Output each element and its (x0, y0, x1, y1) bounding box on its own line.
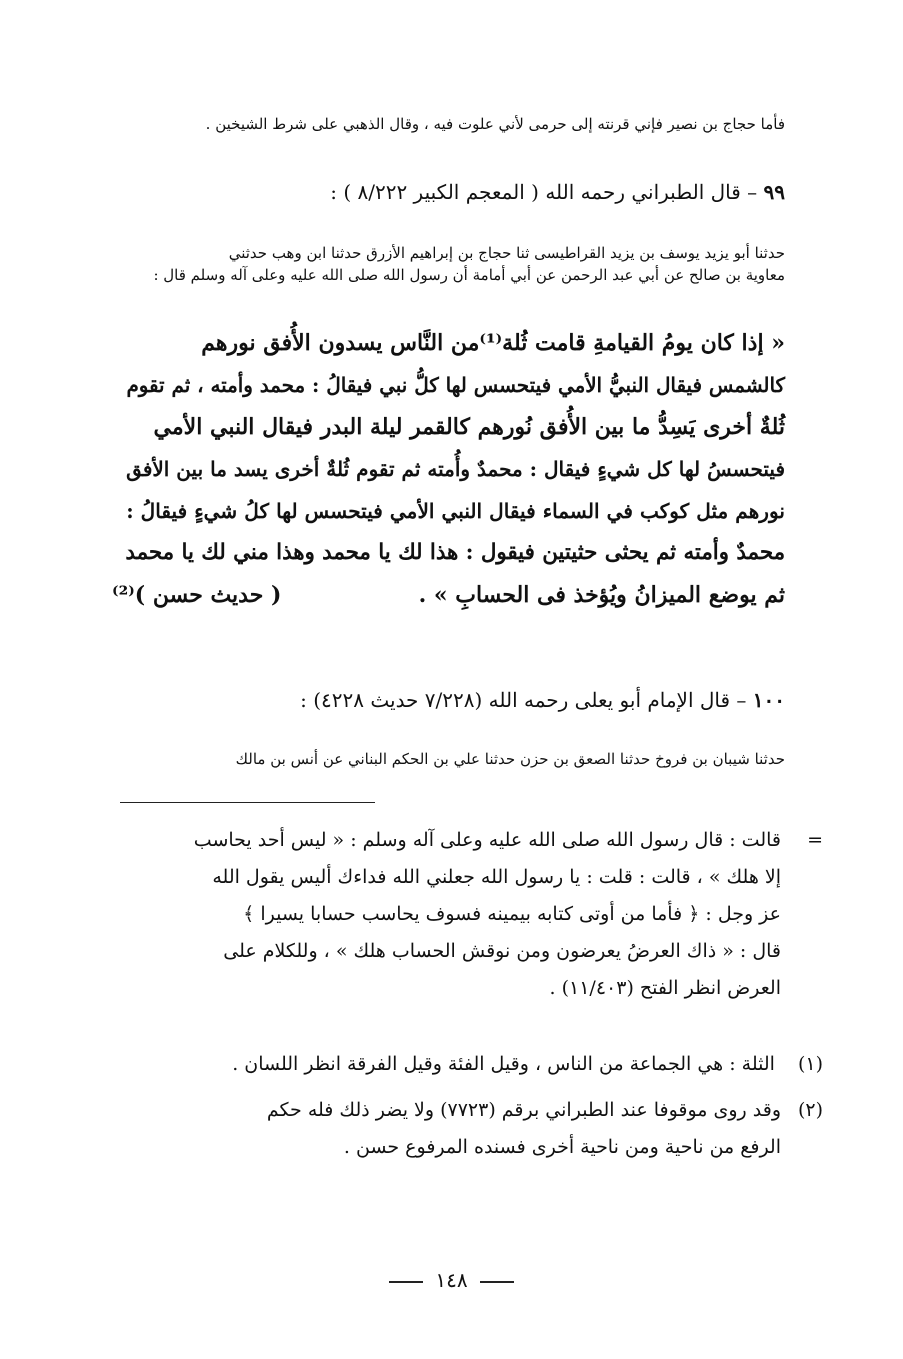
footnote-line: الرفع من ناحية ومن ناحية أخرى فسنده المرفوع حسن . (343, 1136, 781, 1158)
hadith-line: ثُلةٌ أخرى يَسِدُّ ما بين الأُفق نُورهم كالقمر ليلة البدر فيقال النبي الأمي (153, 414, 785, 440)
section-99-hadith (112, 322, 785, 616)
isnad-line: حدثنا أبو يزيد يوسف بن يزيد القراطيسى ثنا حجاج بن إبراهيم الأزرق حدثنا ابن وهب حدثني (228, 244, 785, 262)
footnote-1 (112, 1046, 823, 1083)
footnote-1-marker: (١) (797, 1053, 823, 1075)
footnote-continuation (112, 822, 823, 1007)
top-line: فأما حجاج بن نصير فإني قرنته إلى حرمى لأني علوت فيه ، وقال الذهبي على شرط الشيخين . (205, 115, 785, 133)
hadith-line: « إذا كان يومُ القيامةِ قامت ثُلة⁽¹⁾من النَّاس يسدون الأُفق نورهم (201, 330, 785, 356)
page-number (0, 1268, 903, 1292)
footnote-line: العرض انظر الفتح (١١/٤٠٣) . (549, 977, 781, 999)
hadith-last-line (112, 574, 785, 616)
footnote-1-text: الثلة : هي الجماعة من الناس ، وقيل الفئة وقيل الفرقة انظر اللسان . (232, 1053, 775, 1075)
page-number-dash (389, 1281, 423, 1283)
section-99-number: ٩٩ (763, 180, 785, 204)
footnote-line: قال : « ذاك العرضُ يعرضون ومن نوقش الحساب هلك » ، وللكلام على (223, 940, 781, 962)
section-100-heading (112, 688, 785, 712)
footnote-line: قالت : قال رسول الله صلى الله عليه وعلى آله وسلم : « ليس أحد يحاسب (193, 829, 781, 851)
footnote-2-marker: (٢) (797, 1099, 823, 1121)
hadith-last-text: ثم يوضع الميزانُ ويُؤخذ فى الحسابِ » . (418, 582, 785, 608)
footnote-line: إلا هلك » ، قالت : قلت : يا رسول الله جعلني الله فداءك أليس يقول الله (212, 866, 781, 888)
hadith-grade: ( حديث حسن )⁽²⁾ (112, 582, 282, 608)
hadith-line: فيتحسسُ لها كل شيءٍ فيقال : محمدٌ وأُمته ثم تقوم ثُلةٌ أخرى يسد ما بين الأفق (126, 457, 785, 481)
isnad-line: معاوية بن صالح عن أبي عبد الرحمن عن أبي أمامة أن رسول الله صلى الله عليه وعلى آله وسلم قال : (153, 266, 785, 284)
footnote-separator (120, 802, 375, 803)
page-number-dash (480, 1281, 514, 1283)
continuation-marker: = (807, 829, 823, 851)
section-100-isnad: حدثنا شيبان بن فروخ حدثنا الصعق بن حزن حدثنا علي بن الحكم البناني عن أنس بن مالك (235, 750, 785, 768)
hadith-line: محمدٌ وأمته ثم يحثى حثيتين فيقول : هذا لك يا محمد وهذا مني لك يا محمد (125, 540, 785, 565)
footnote-line: وقد روى موقوفا عند الطبراني برقم (٧٧٢٣) ولا يضر ذلك فله حكم (266, 1099, 781, 1121)
section-99-heading (112, 180, 785, 204)
hadith-line: كالشمس فيقال النبيُّ الأمي فيتحسس لها كلُّ نبي فيقالُ : محمد وأمته ، ثم تقوم (126, 373, 785, 397)
section-100-number: ١٠٠ (752, 688, 785, 712)
section-99-heading-text: – قال الطبراني رحمه الله ( المعجم الكبير ٨/٢٢٢ ) : (330, 180, 758, 204)
section-100-heading-text: – قال الإمام أبو يعلى رحمه الله (٧/٢٢٨ حديث ٤٢٢٨) : (300, 688, 747, 712)
page-number-value: ١٤٨ (435, 1268, 468, 1292)
footnote-2 (112, 1092, 823, 1166)
hadith-line: نورهم مثل كوكب في السماء فيقال النبي الأمي فيتحسس لها كلُ شيءٍ فيقالُ : (126, 499, 785, 523)
section-99-isnad (112, 242, 785, 286)
footnote-line: عز وجل : ﴿ فأما من أوتى كتابه بيمينه فسوف يحاسب حسابا يسيرا ﴾ (243, 903, 781, 925)
